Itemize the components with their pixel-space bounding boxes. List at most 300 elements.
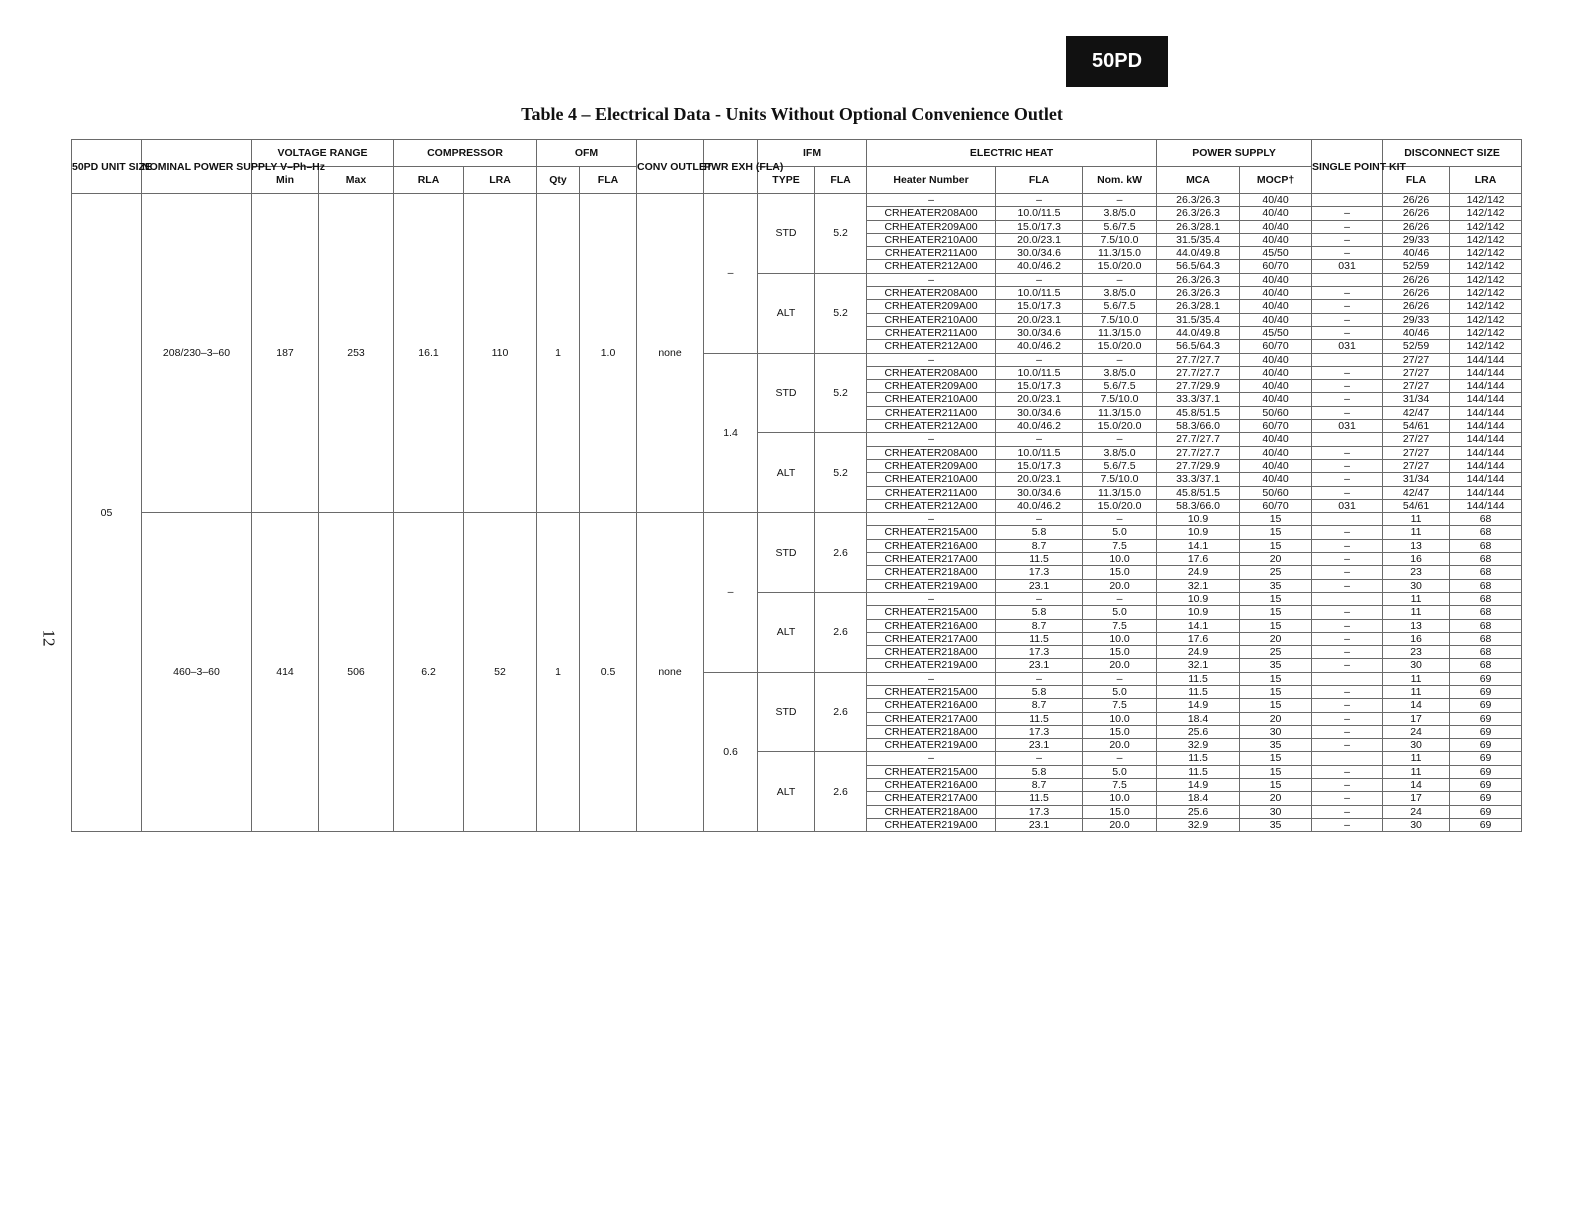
ifm-fla-cell: 2.6 <box>815 752 867 832</box>
eh-fla-cell: 8.7 <box>996 619 1083 632</box>
pwr-exh-cell: – <box>704 194 758 354</box>
ps-mca-cell: 11.5 <box>1157 672 1240 685</box>
single-point-kit-cell: – <box>1312 300 1383 313</box>
ds-fla-cell: 31/34 <box>1383 473 1450 486</box>
ds-fla-cell: 27/27 <box>1383 446 1450 459</box>
single-point-kit-cell: – <box>1312 818 1383 831</box>
ds-fla-cell: 29/33 <box>1383 233 1450 246</box>
vr-min-cell: 187 <box>252 194 319 513</box>
heater-number-cell: CRHEATER212A00 <box>867 260 996 273</box>
nominal-power-cell: 208/230–3–60 <box>142 194 252 513</box>
heater-number-cell: CRHEATER219A00 <box>867 818 996 831</box>
eh-nom-kw-cell: 7.5 <box>1083 539 1157 552</box>
eh-fla-cell: 17.3 <box>996 805 1083 818</box>
eh-nom-kw-cell: 15.0 <box>1083 566 1157 579</box>
col-eh-fla: FLA <box>996 167 1083 194</box>
ps-mca-cell: 58.3/66.0 <box>1157 499 1240 512</box>
ps-mocp-cell: 45/50 <box>1240 326 1312 339</box>
eh-fla-cell: 23.1 <box>996 659 1083 672</box>
ifm-fla-cell: 5.2 <box>815 353 867 433</box>
heater-number-cell: – <box>867 513 996 526</box>
heater-number-cell: – <box>867 433 996 446</box>
ds-fla-cell: 26/26 <box>1383 207 1450 220</box>
col-ifm-fla: FLA <box>815 167 867 194</box>
heater-number-cell: CRHEATER209A00 <box>867 380 996 393</box>
ps-mocp-cell: 15 <box>1240 539 1312 552</box>
eh-nom-kw-cell: 20.0 <box>1083 659 1157 672</box>
ifm-type-cell: ALT <box>758 273 815 353</box>
ps-mca-cell: 32.1 <box>1157 659 1240 672</box>
ds-lra-cell: 68 <box>1450 566 1522 579</box>
eh-fla-cell: 23.1 <box>996 818 1083 831</box>
ds-lra-cell: 68 <box>1450 553 1522 566</box>
col-comp-rla: RLA <box>394 167 464 194</box>
ds-lra-cell: 68 <box>1450 619 1522 632</box>
eh-nom-kw-cell: 7.5/10.0 <box>1083 313 1157 326</box>
ds-fla-cell: 26/26 <box>1383 300 1450 313</box>
ds-fla-cell: 30 <box>1383 818 1450 831</box>
single-point-kit-cell: 031 <box>1312 260 1383 273</box>
ps-mocp-cell: 15 <box>1240 619 1312 632</box>
col-ds-lra: LRA <box>1450 167 1522 194</box>
eh-fla-cell: 10.0/11.5 <box>996 207 1083 220</box>
eh-nom-kw-cell: 7.5 <box>1083 699 1157 712</box>
single-point-kit-cell: – <box>1312 725 1383 738</box>
ds-lra-cell: 142/142 <box>1450 273 1522 286</box>
single-point-kit-cell <box>1312 672 1383 685</box>
table-body <box>72 194 1522 832</box>
ds-lra-cell: 142/142 <box>1450 194 1522 207</box>
ps-mca-cell: 56.5/64.3 <box>1157 260 1240 273</box>
eh-nom-kw-cell: 11.3/15.0 <box>1083 486 1157 499</box>
heater-number-cell: CRHEATER209A00 <box>867 220 996 233</box>
single-point-kit-cell: – <box>1312 446 1383 459</box>
vr-max-cell: 253 <box>319 194 394 513</box>
heater-number-cell: CRHEATER208A00 <box>867 366 996 379</box>
eh-fla-cell: 10.0/11.5 <box>996 446 1083 459</box>
ps-mca-cell: 27.7/29.9 <box>1157 459 1240 472</box>
eh-fla-cell: 17.3 <box>996 646 1083 659</box>
ds-fla-cell: 42/47 <box>1383 486 1450 499</box>
ps-mca-cell: 44.0/49.8 <box>1157 326 1240 339</box>
heater-number-cell: CRHEATER208A00 <box>867 446 996 459</box>
eh-fla-cell: – <box>996 513 1083 526</box>
single-point-kit-cell: 031 <box>1312 420 1383 433</box>
ds-fla-cell: 27/27 <box>1383 459 1450 472</box>
eh-nom-kw-cell: 5.6/7.5 <box>1083 300 1157 313</box>
col-vr-max: Max <box>319 167 394 194</box>
ps-mca-cell: 11.5 <box>1157 752 1240 765</box>
single-point-kit-cell: – <box>1312 486 1383 499</box>
eh-fla-cell: 5.8 <box>996 685 1083 698</box>
col-conv-outlet: CONV OUTLET <box>637 140 704 194</box>
eh-fla-cell: 30.0/34.6 <box>996 247 1083 260</box>
heater-number-cell: – <box>867 273 996 286</box>
ps-mca-cell: 32.1 <box>1157 579 1240 592</box>
ds-lra-cell: 144/144 <box>1450 353 1522 366</box>
heater-number-cell: CRHEATER215A00 <box>867 606 996 619</box>
ds-lra-cell: 142/142 <box>1450 220 1522 233</box>
single-point-kit-cell: – <box>1312 779 1383 792</box>
eh-nom-kw-cell: 7.5 <box>1083 619 1157 632</box>
ds-lra-cell: 144/144 <box>1450 406 1522 419</box>
ds-lra-cell: 68 <box>1450 632 1522 645</box>
ps-mocp-cell: 20 <box>1240 712 1312 725</box>
ps-mca-cell: 32.9 <box>1157 818 1240 831</box>
ps-mca-cell: 33.3/37.1 <box>1157 393 1240 406</box>
table-title: Table 4 – Electrical Data - Units Without Optional Convenience Outlet <box>521 104 1063 124</box>
ds-fla-cell: 30 <box>1383 739 1450 752</box>
ps-mocp-cell: 25 <box>1240 566 1312 579</box>
ps-mca-cell: 27.7/27.7 <box>1157 366 1240 379</box>
ps-mocp-cell: 40/40 <box>1240 353 1312 366</box>
ps-mocp-cell: 15 <box>1240 672 1312 685</box>
ps-mocp-cell: 50/60 <box>1240 406 1312 419</box>
single-point-kit-cell <box>1312 433 1383 446</box>
heater-number-cell: CRHEATER210A00 <box>867 313 996 326</box>
eh-nom-kw-cell: – <box>1083 592 1157 605</box>
heater-number-cell: – <box>867 592 996 605</box>
ps-mocp-cell: 15 <box>1240 592 1312 605</box>
single-point-kit-cell: – <box>1312 699 1383 712</box>
single-point-kit-cell <box>1312 513 1383 526</box>
ds-fla-cell: 11 <box>1383 765 1450 778</box>
heater-number-cell: CRHEATER210A00 <box>867 473 996 486</box>
ps-mocp-cell: 25 <box>1240 646 1312 659</box>
eh-fla-cell: 17.3 <box>996 725 1083 738</box>
single-point-kit-cell: – <box>1312 526 1383 539</box>
single-point-kit-cell: 031 <box>1312 499 1383 512</box>
ps-mocp-cell: 15 <box>1240 752 1312 765</box>
ifm-fla-cell: 5.2 <box>815 433 867 513</box>
single-point-kit-cell: 031 <box>1312 340 1383 353</box>
ds-fla-cell: 40/46 <box>1383 326 1450 339</box>
ps-mca-cell: 58.3/66.0 <box>1157 420 1240 433</box>
heater-number-cell: CRHEATER219A00 <box>867 659 996 672</box>
single-point-kit-cell: – <box>1312 553 1383 566</box>
col-ps-mocp: MOCP† <box>1240 167 1312 194</box>
ofm-qty-cell: 1 <box>537 194 580 513</box>
eh-fla-cell: 40.0/46.2 <box>996 260 1083 273</box>
ps-mca-cell: 27.7/27.7 <box>1157 353 1240 366</box>
single-point-kit-cell: – <box>1312 459 1383 472</box>
eh-nom-kw-cell: 20.0 <box>1083 818 1157 831</box>
eh-fla-cell: 8.7 <box>996 699 1083 712</box>
ds-lra-cell: 69 <box>1450 712 1522 725</box>
eh-fla-cell: 20.0/23.1 <box>996 473 1083 486</box>
ps-mca-cell: 24.9 <box>1157 566 1240 579</box>
model-badge: 50PD <box>1066 36 1168 87</box>
ds-fla-cell: 27/27 <box>1383 353 1450 366</box>
ps-mocp-cell: 40/40 <box>1240 473 1312 486</box>
conv-outlet-cell: none <box>637 513 704 832</box>
heater-number-cell: CRHEATER212A00 <box>867 420 996 433</box>
eh-nom-kw-cell: 7.5/10.0 <box>1083 473 1157 486</box>
ps-mocp-cell: 40/40 <box>1240 233 1312 246</box>
ps-mca-cell: 27.7/27.7 <box>1157 433 1240 446</box>
ps-mocp-cell: 50/60 <box>1240 486 1312 499</box>
ds-fla-cell: 26/26 <box>1383 273 1450 286</box>
ps-mca-cell: 26.3/28.1 <box>1157 300 1240 313</box>
heater-number-cell: CRHEATER218A00 <box>867 725 996 738</box>
ds-fla-cell: 54/61 <box>1383 420 1450 433</box>
ds-lra-cell: 68 <box>1450 606 1522 619</box>
eh-nom-kw-cell: 10.0 <box>1083 712 1157 725</box>
eh-nom-kw-cell: – <box>1083 672 1157 685</box>
ds-lra-cell: 68 <box>1450 539 1522 552</box>
ds-lra-cell: 68 <box>1450 513 1522 526</box>
single-point-kit-cell: – <box>1312 805 1383 818</box>
ps-mocp-cell: 40/40 <box>1240 366 1312 379</box>
ps-mocp-cell: 60/70 <box>1240 340 1312 353</box>
ps-mocp-cell: 15 <box>1240 526 1312 539</box>
eh-fla-cell: 8.7 <box>996 779 1083 792</box>
ps-mca-cell: 25.6 <box>1157 725 1240 738</box>
eh-fla-cell: 11.5 <box>996 792 1083 805</box>
ds-fla-cell: 42/47 <box>1383 406 1450 419</box>
eh-fla-cell: – <box>996 752 1083 765</box>
ds-lra-cell: 68 <box>1450 659 1522 672</box>
ps-mocp-cell: 20 <box>1240 632 1312 645</box>
ps-mca-cell: 26.3/26.3 <box>1157 287 1240 300</box>
heater-number-cell: CRHEATER216A00 <box>867 779 996 792</box>
eh-nom-kw-cell: 20.0 <box>1083 579 1157 592</box>
heater-number-cell: CRHEATER209A00 <box>867 300 996 313</box>
heater-number-cell: CRHEATER217A00 <box>867 632 996 645</box>
eh-nom-kw-cell: 5.6/7.5 <box>1083 380 1157 393</box>
ds-lra-cell: 68 <box>1450 646 1522 659</box>
comp-rla-cell: 6.2 <box>394 513 464 832</box>
heater-number-cell: CRHEATER208A00 <box>867 207 996 220</box>
ds-fla-cell: 13 <box>1383 619 1450 632</box>
ds-lra-cell: 68 <box>1450 579 1522 592</box>
eh-nom-kw-cell: 15.0 <box>1083 646 1157 659</box>
ds-lra-cell: 69 <box>1450 672 1522 685</box>
ds-fla-cell: 27/27 <box>1383 380 1450 393</box>
conv-outlet-cell: none <box>637 194 704 513</box>
ds-lra-cell: 69 <box>1450 779 1522 792</box>
ps-mocp-cell: 40/40 <box>1240 287 1312 300</box>
col-nominal-power: NOMINAL POWER SUPPLY V–Ph–Hz <box>142 140 252 194</box>
eh-fla-cell: 15.0/17.3 <box>996 380 1083 393</box>
ps-mocp-cell: 15 <box>1240 685 1312 698</box>
col-ifm: IFM <box>758 140 867 167</box>
ds-lra-cell: 69 <box>1450 805 1522 818</box>
heater-number-cell: CRHEATER216A00 <box>867 539 996 552</box>
ds-fla-cell: 17 <box>1383 792 1450 805</box>
ds-fla-cell: 14 <box>1383 779 1450 792</box>
ps-mca-cell: 25.6 <box>1157 805 1240 818</box>
ds-fla-cell: 52/59 <box>1383 340 1450 353</box>
col-ifm-type: TYPE <box>758 167 815 194</box>
comp-lra-cell: 110 <box>464 194 537 513</box>
heater-number-cell: – <box>867 194 996 207</box>
page-number: 12 <box>39 629 59 647</box>
ds-fla-cell: 11 <box>1383 592 1450 605</box>
single-point-kit-cell: – <box>1312 247 1383 260</box>
ds-fla-cell: 24 <box>1383 805 1450 818</box>
ds-lra-cell: 142/142 <box>1450 300 1522 313</box>
eh-nom-kw-cell: – <box>1083 353 1157 366</box>
ps-mca-cell: 10.9 <box>1157 606 1240 619</box>
eh-nom-kw-cell: 11.3/15.0 <box>1083 247 1157 260</box>
heater-number-cell: CRHEATER216A00 <box>867 699 996 712</box>
col-ps-mca: MCA <box>1157 167 1240 194</box>
pwr-exh-cell: 0.6 <box>704 672 758 832</box>
pwr-exh-cell: – <box>704 513 758 673</box>
heater-number-cell: CRHEATER217A00 <box>867 712 996 725</box>
single-point-kit-cell: – <box>1312 632 1383 645</box>
ds-lra-cell: 144/144 <box>1450 393 1522 406</box>
ps-mocp-cell: 35 <box>1240 818 1312 831</box>
heater-number-cell: CRHEATER218A00 <box>867 566 996 579</box>
heater-number-cell: CRHEATER211A00 <box>867 406 996 419</box>
ds-lra-cell: 144/144 <box>1450 366 1522 379</box>
col-disconnect-size: DISCONNECT SIZE <box>1383 140 1522 167</box>
ds-lra-cell: 144/144 <box>1450 473 1522 486</box>
ds-fla-cell: 11 <box>1383 752 1450 765</box>
single-point-kit-cell <box>1312 273 1383 286</box>
ds-lra-cell: 142/142 <box>1450 287 1522 300</box>
heater-number-cell: CRHEATER210A00 <box>867 393 996 406</box>
heater-number-cell: – <box>867 672 996 685</box>
eh-fla-cell: 30.0/34.6 <box>996 326 1083 339</box>
eh-fla-cell: 15.0/17.3 <box>996 300 1083 313</box>
single-point-kit-cell: – <box>1312 366 1383 379</box>
eh-nom-kw-cell: 20.0 <box>1083 739 1157 752</box>
ps-mocp-cell: 40/40 <box>1240 446 1312 459</box>
single-point-kit-cell: – <box>1312 326 1383 339</box>
ds-lra-cell: 144/144 <box>1450 446 1522 459</box>
ps-mocp-cell: 40/40 <box>1240 300 1312 313</box>
single-point-kit-cell: – <box>1312 685 1383 698</box>
ds-fla-cell: 54/61 <box>1383 499 1450 512</box>
heater-number-cell: CRHEATER212A00 <box>867 340 996 353</box>
eh-fla-cell: 30.0/34.6 <box>996 406 1083 419</box>
eh-fla-cell: 10.0/11.5 <box>996 366 1083 379</box>
col-ds-fla: FLA <box>1383 167 1450 194</box>
ds-lra-cell: 144/144 <box>1450 420 1522 433</box>
ifm-type-cell: ALT <box>758 433 815 513</box>
ps-mocp-cell: 40/40 <box>1240 433 1312 446</box>
single-point-kit-cell: – <box>1312 207 1383 220</box>
ds-fla-cell: 17 <box>1383 712 1450 725</box>
ds-lra-cell: 142/142 <box>1450 247 1522 260</box>
eh-nom-kw-cell: 10.0 <box>1083 792 1157 805</box>
ds-fla-cell: 26/26 <box>1383 220 1450 233</box>
eh-nom-kw-cell: 7.5/10.0 <box>1083 393 1157 406</box>
ps-mocp-cell: 20 <box>1240 553 1312 566</box>
ps-mocp-cell: 40/40 <box>1240 207 1312 220</box>
ps-mca-cell: 27.7/29.9 <box>1157 380 1240 393</box>
single-point-kit-cell <box>1312 353 1383 366</box>
ps-mocp-cell: 60/70 <box>1240 499 1312 512</box>
ds-fla-cell: 11 <box>1383 513 1450 526</box>
col-voltage-range: VOLTAGE RANGE <box>252 140 394 167</box>
eh-nom-kw-cell: 10.0 <box>1083 553 1157 566</box>
ps-mca-cell: 32.9 <box>1157 739 1240 752</box>
eh-fla-cell: 40.0/46.2 <box>996 340 1083 353</box>
col-single-point-kit: SINGLE POINT KIT <box>1312 140 1383 194</box>
ds-fla-cell: 27/27 <box>1383 433 1450 446</box>
heater-number-cell: CRHEATER219A00 <box>867 579 996 592</box>
eh-fla-cell: – <box>996 353 1083 366</box>
heater-number-cell: CRHEATER219A00 <box>867 739 996 752</box>
ds-lra-cell: 144/144 <box>1450 499 1522 512</box>
single-point-kit-cell: – <box>1312 566 1383 579</box>
col-electric-heat: ELECTRIC HEAT <box>867 140 1157 167</box>
eh-nom-kw-cell: 15.0/20.0 <box>1083 420 1157 433</box>
eh-nom-kw-cell: 5.6/7.5 <box>1083 459 1157 472</box>
ps-mca-cell: 10.9 <box>1157 592 1240 605</box>
ds-fla-cell: 26/26 <box>1383 194 1450 207</box>
heater-number-cell: CRHEATER217A00 <box>867 553 996 566</box>
ifm-fla-cell: 2.6 <box>815 513 867 593</box>
col-unit-size: 50PD UNIT SIZE <box>72 140 142 194</box>
ds-lra-cell: 142/142 <box>1450 260 1522 273</box>
ds-fla-cell: 31/34 <box>1383 393 1450 406</box>
single-point-kit-cell: – <box>1312 539 1383 552</box>
ps-mca-cell: 24.9 <box>1157 646 1240 659</box>
ds-lra-cell: 142/142 <box>1450 340 1522 353</box>
single-point-kit-cell: – <box>1312 287 1383 300</box>
ds-lra-cell: 69 <box>1450 752 1522 765</box>
col-ofm: OFM <box>537 140 637 167</box>
ifm-type-cell: ALT <box>758 592 815 672</box>
eh-nom-kw-cell: – <box>1083 273 1157 286</box>
ds-lra-cell: 142/142 <box>1450 326 1522 339</box>
ps-mca-cell: 33.3/37.1 <box>1157 473 1240 486</box>
eh-fla-cell: 5.8 <box>996 765 1083 778</box>
eh-nom-kw-cell: 11.3/15.0 <box>1083 326 1157 339</box>
ifm-fla-cell: 5.2 <box>815 273 867 353</box>
ps-mca-cell: 14.1 <box>1157 539 1240 552</box>
ps-mca-cell: 27.7/27.7 <box>1157 446 1240 459</box>
eh-nom-kw-cell: 5.0 <box>1083 526 1157 539</box>
col-heater-number: Heater Number <box>867 167 996 194</box>
eh-nom-kw-cell: 10.0 <box>1083 632 1157 645</box>
heater-number-cell: CRHEATER212A00 <box>867 499 996 512</box>
eh-fla-cell: 15.0/17.3 <box>996 459 1083 472</box>
single-point-kit-cell <box>1312 592 1383 605</box>
heater-number-cell: – <box>867 353 996 366</box>
ds-lra-cell: 144/144 <box>1450 433 1522 446</box>
ps-mca-cell: 18.4 <box>1157 712 1240 725</box>
single-point-kit-cell: – <box>1312 792 1383 805</box>
ps-mocp-cell: 40/40 <box>1240 393 1312 406</box>
ds-lra-cell: 69 <box>1450 818 1522 831</box>
ds-fla-cell: 23 <box>1383 566 1450 579</box>
ds-fla-cell: 16 <box>1383 632 1450 645</box>
ps-mca-cell: 26.3/26.3 <box>1157 207 1240 220</box>
ps-mca-cell: 26.3/26.3 <box>1157 194 1240 207</box>
ds-lra-cell: 68 <box>1450 592 1522 605</box>
ds-fla-cell: 26/26 <box>1383 287 1450 300</box>
col-vr-min: Min <box>252 167 319 194</box>
ds-lra-cell: 142/142 <box>1450 313 1522 326</box>
eh-fla-cell: 5.8 <box>996 526 1083 539</box>
eh-fla-cell: 11.5 <box>996 712 1083 725</box>
ps-mocp-cell: 20 <box>1240 792 1312 805</box>
ds-fla-cell: 27/27 <box>1383 366 1450 379</box>
eh-fla-cell: – <box>996 273 1083 286</box>
eh-fla-cell: – <box>996 592 1083 605</box>
eh-fla-cell: 15.0/17.3 <box>996 220 1083 233</box>
eh-nom-kw-cell: 3.8/5.0 <box>1083 446 1157 459</box>
ps-mocp-cell: 40/40 <box>1240 194 1312 207</box>
eh-fla-cell: 30.0/34.6 <box>996 486 1083 499</box>
eh-nom-kw-cell: 5.0 <box>1083 685 1157 698</box>
